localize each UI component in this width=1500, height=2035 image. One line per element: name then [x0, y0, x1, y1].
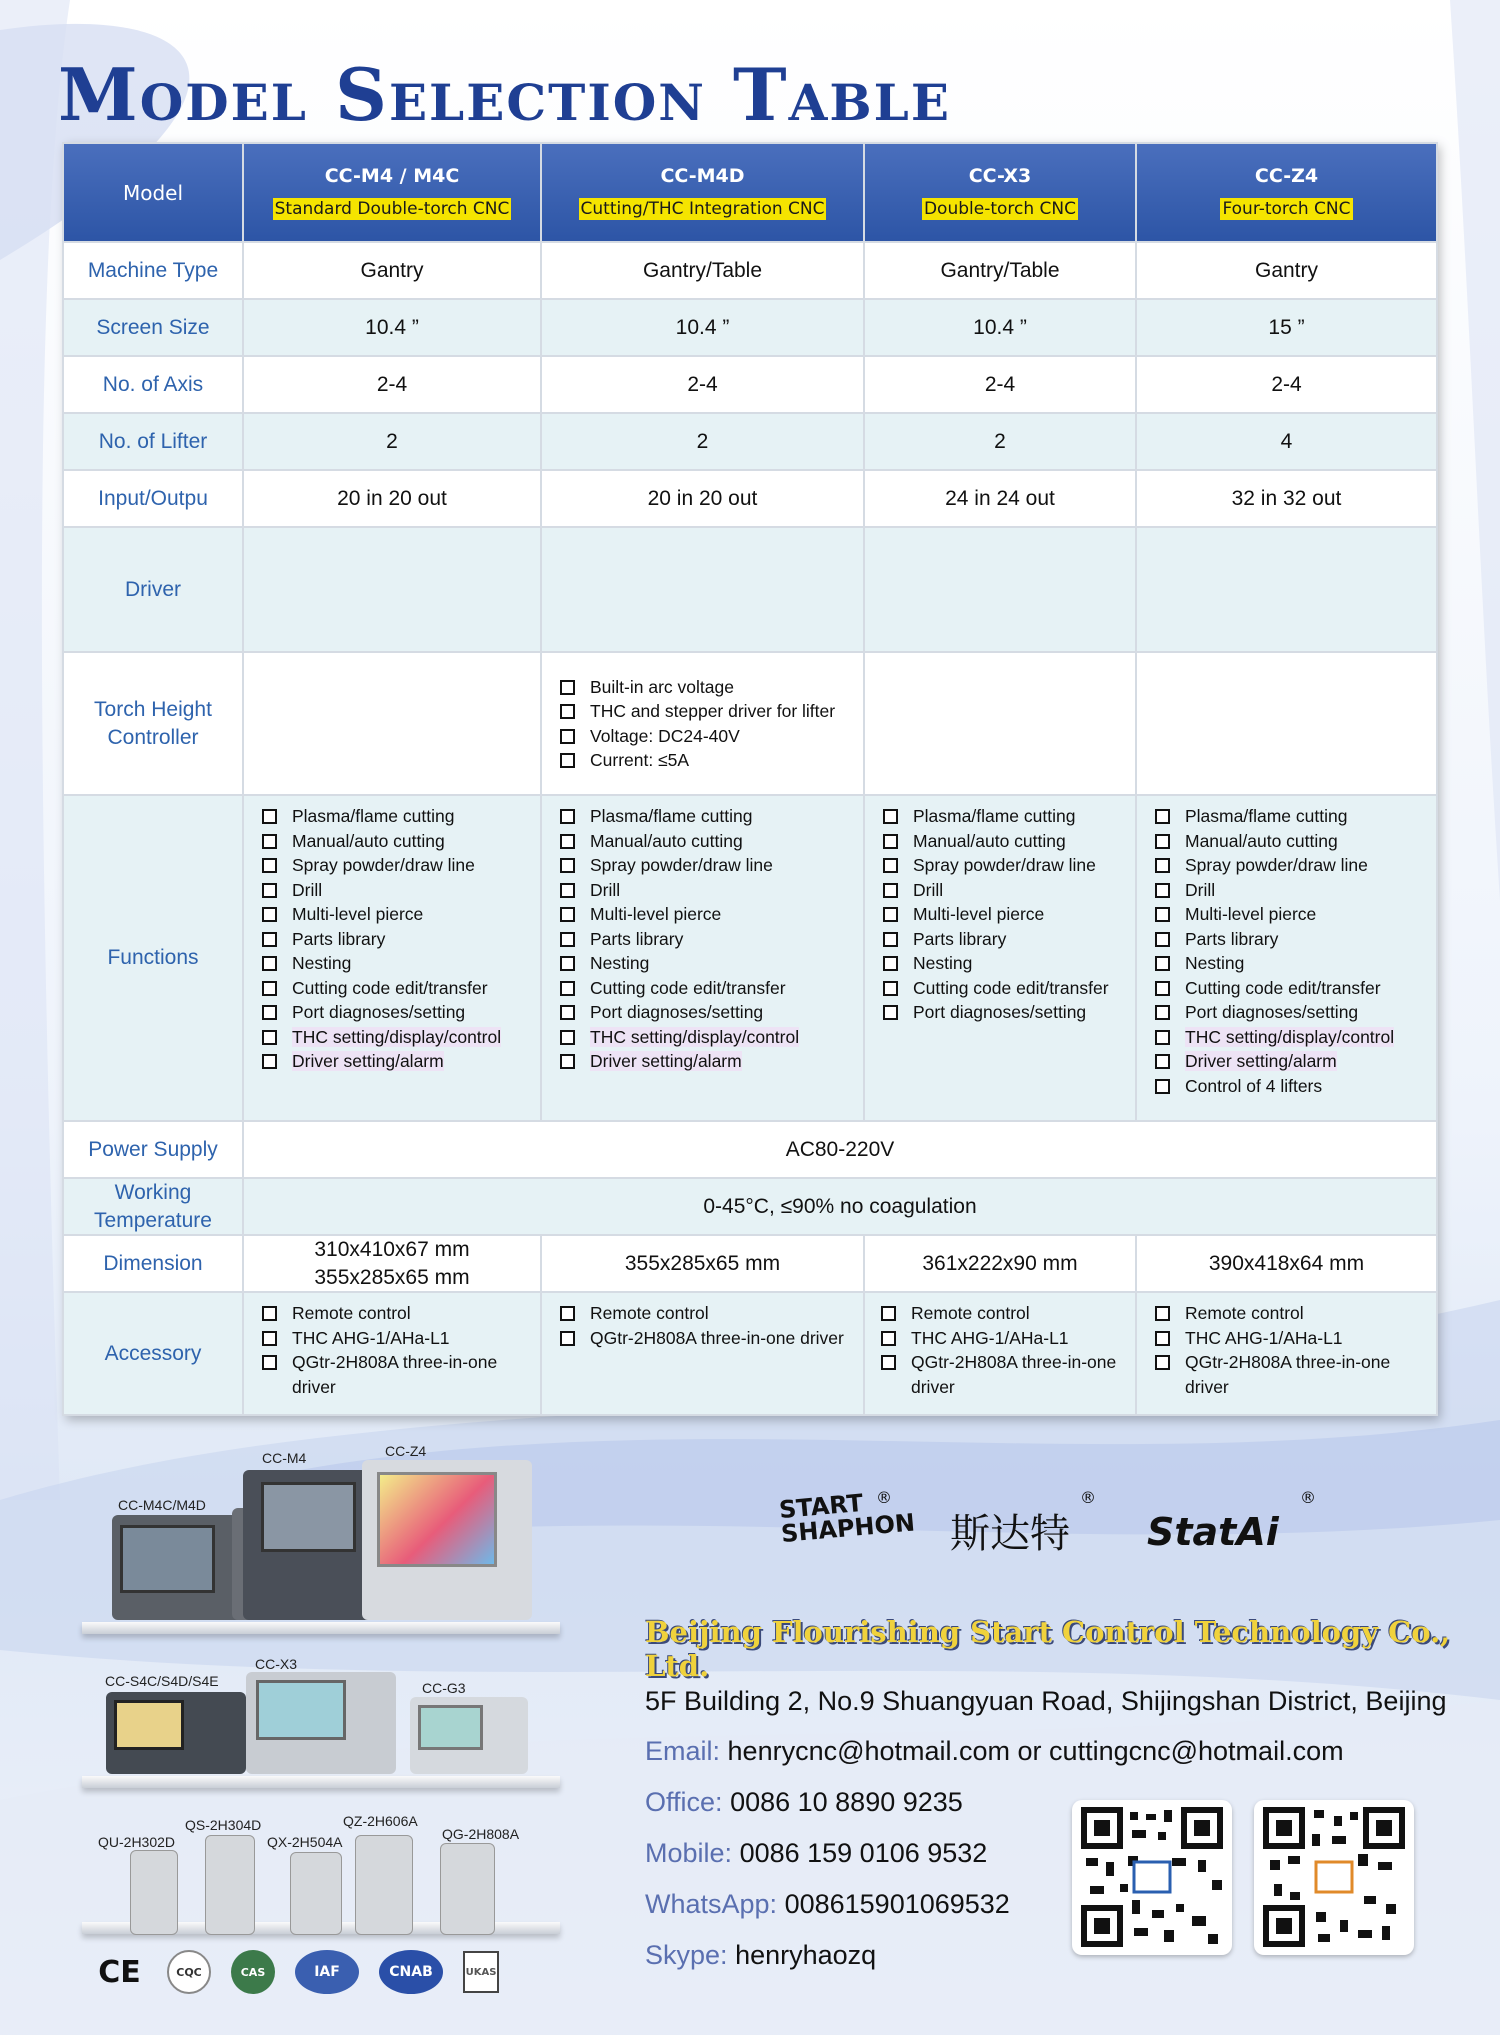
cell — [243, 795, 541, 1121]
email-line — [645, 1736, 1344, 1767]
function-item: Nesting — [560, 951, 863, 976]
cell — [1136, 527, 1437, 652]
whatsapp-label: WhatsApp: — [645, 1889, 778, 1919]
function-item: Cutting code edit/transfer — [1155, 976, 1436, 1001]
row-label: Driver — [63, 527, 243, 652]
product-label: QG-2H808A — [442, 1826, 520, 1842]
registered-mark: ® — [1300, 1488, 1316, 1507]
cell — [864, 652, 1136, 795]
function-item: Manual/auto cutting — [262, 829, 540, 854]
accessory-item: Remote control — [262, 1301, 540, 1326]
controller-s4c — [106, 1692, 246, 1774]
function-item: Cutting code edit/transfer — [883, 976, 1135, 1001]
office-label: Office: — [645, 1787, 723, 1817]
function-item: Plasma/flame cutting — [883, 804, 1135, 829]
function-item: Port diagnoses/setting — [262, 1000, 540, 1025]
row-functions — [63, 795, 1437, 1121]
product-label: QZ-2H606A — [343, 1813, 418, 1829]
cell: Gantry — [243, 242, 541, 299]
row-label: Working Temperature — [63, 1178, 243, 1235]
product-label: QX-2H504A — [267, 1834, 343, 1850]
function-item: Port diagnoses/setting — [1155, 1000, 1436, 1025]
row-io — [63, 470, 1437, 527]
controller-m4 — [243, 1470, 373, 1620]
product-label: QS-2H304D — [185, 1817, 262, 1833]
model-name: CC-Z4 — [1254, 165, 1319, 187]
function-item: Plasma/flame cutting — [1155, 804, 1436, 829]
cell: 20 in 20 out — [541, 470, 864, 527]
function-item: Spray powder/draw line — [262, 853, 540, 878]
whatsapp-line — [645, 1889, 1010, 1920]
accessory-item: THC AHG-1/AHa-L1 — [1155, 1326, 1436, 1351]
cell — [541, 652, 864, 795]
model-col-m4 — [243, 143, 541, 242]
cell: 2 — [243, 413, 541, 470]
row-label: Screen Size — [63, 299, 243, 356]
whatsapp-value: 008615901069532 — [784, 1889, 1010, 1919]
office-line — [645, 1787, 963, 1818]
driver-qu — [130, 1850, 178, 1935]
office-value: 0086 10 8890 9235 — [730, 1787, 963, 1817]
function-item: Manual/auto cutting — [883, 829, 1135, 854]
product-label: CC-M4C/M4D — [118, 1497, 206, 1513]
function-item: Manual/auto cutting — [560, 829, 863, 854]
function-item: Parts library — [560, 927, 863, 952]
accessory-item: QGtr-2H808A three-in-one driver — [1155, 1350, 1436, 1399]
cell: AC80-220V — [243, 1121, 1437, 1178]
certification-logos — [92, 1950, 499, 1994]
function-item: Port diagnoses/setting — [883, 1000, 1135, 1025]
function-item: Drill — [560, 878, 863, 903]
model-subtitle: Four-torch CNC — [1222, 199, 1351, 219]
mobile-label: Mobile: — [645, 1838, 733, 1868]
function-text: THC setting/display/control — [1185, 1026, 1395, 1047]
cell — [243, 1292, 541, 1415]
accessory-item: Remote control — [881, 1301, 1135, 1326]
cell: 0-45°C, ≤90% no coagulation — [243, 1178, 1437, 1235]
model-subtitle: Cutting/THC Integration CNC — [580, 199, 825, 219]
accessory-item: THC AHG-1/AHa-L1 — [881, 1326, 1135, 1351]
row-screen-size — [63, 299, 1437, 356]
model-col-x3 — [864, 143, 1136, 242]
cell: 10.4 ” — [243, 299, 541, 356]
qr-code-2 — [1254, 1800, 1414, 1955]
cell: 2-4 — [1136, 356, 1437, 413]
function-item: Drill — [1155, 878, 1436, 903]
accessory-item: QGtr-2H808A three-in-one driver — [262, 1350, 540, 1399]
dimension-line: 310x410x67 mm — [314, 1238, 470, 1262]
function-item: Multi-level pierce — [560, 902, 863, 927]
model-col-m4d — [541, 143, 864, 242]
cell — [243, 1235, 541, 1292]
skype-line — [645, 1940, 876, 1971]
accessory-item: Remote control — [560, 1301, 863, 1326]
model-subtitle: Standard Double-torch CNC — [274, 199, 510, 219]
shelf-top — [82, 1622, 560, 1634]
function-item: Nesting — [1155, 951, 1436, 976]
accessory-item: QGtr-2H808A three-in-one driver — [560, 1326, 863, 1351]
function-item: Cutting code edit/transfer — [560, 976, 863, 1001]
cell: 20 in 20 out — [243, 470, 541, 527]
product-label: CC-M4 — [262, 1450, 307, 1466]
cell: 2-4 — [243, 356, 541, 413]
product-label: CC-S4C/S4D/S4E — [105, 1673, 219, 1689]
cell — [541, 527, 864, 652]
row-label: No. of Lifter — [63, 413, 243, 470]
cnab-logo: CNAB — [379, 1950, 443, 1994]
header-row — [63, 143, 1437, 242]
thc-item: Current: ≤5A — [560, 748, 863, 773]
product-label: CC-X3 — [255, 1656, 298, 1672]
function-text: THC setting/display/control — [292, 1026, 502, 1047]
row-accessory — [63, 1292, 1437, 1415]
cell — [864, 1292, 1136, 1415]
function-text: Driver setting/alarm — [1185, 1051, 1337, 1071]
registered-mark: ® — [1080, 1488, 1096, 1507]
cell — [864, 527, 1136, 652]
function-item: Parts library — [883, 927, 1135, 952]
controller-g3 — [410, 1697, 528, 1774]
function-item — [560, 1049, 863, 1074]
row-label: Machine Type — [63, 242, 243, 299]
shelf-middle — [82, 1776, 560, 1788]
function-item: Spray powder/draw line — [560, 853, 863, 878]
row-thc — [63, 652, 1437, 795]
email-label: Email: — [645, 1736, 721, 1766]
row-label: Input/Outpu — [63, 470, 243, 527]
cell — [243, 652, 541, 795]
ce-logo: CE — [98, 1954, 141, 1990]
controller-z4 — [362, 1460, 532, 1620]
row-driver — [63, 527, 1437, 652]
thc-item: Voltage: DC24-40V — [560, 724, 863, 749]
product-label: CC-Z4 — [385, 1443, 427, 1459]
row-label: Torch Height Controller — [63, 652, 243, 795]
function-item: Nesting — [262, 951, 540, 976]
function-item: Control of 4 lifters — [1155, 1074, 1436, 1099]
thc-item: THC and stepper driver for lifter — [560, 699, 863, 724]
row-machine-type — [63, 242, 1437, 299]
row-label: Dimension — [63, 1235, 243, 1292]
cell: 24 in 24 out — [864, 470, 1136, 527]
function-item — [262, 1025, 540, 1050]
model-selection-table — [62, 142, 1436, 1416]
cell: 10.4 ” — [541, 299, 864, 356]
function-item: Spray powder/draw line — [1155, 853, 1436, 878]
model-subtitle: Double-torch CNC — [923, 199, 1077, 219]
cell: 361x222x90 mm — [864, 1235, 1136, 1292]
function-item: Manual/auto cutting — [1155, 829, 1436, 854]
function-item — [1155, 1025, 1436, 1050]
registered-mark: ® — [876, 1488, 892, 1507]
dimension-line: 355x285x65 mm — [314, 1265, 470, 1289]
model-header: Model — [63, 143, 243, 242]
function-item: Drill — [883, 878, 1135, 903]
row-dimension — [63, 1235, 1437, 1292]
cell — [1136, 652, 1437, 795]
row-axis — [63, 356, 1437, 413]
row-power — [63, 1121, 1437, 1178]
cell: 32 in 32 out — [1136, 470, 1437, 527]
cell — [864, 795, 1136, 1121]
accessory-item: Remote control — [1155, 1301, 1436, 1326]
cell — [243, 527, 541, 652]
model-name: CC-M4D — [660, 165, 745, 187]
function-item: Nesting — [883, 951, 1135, 976]
cell: 390x418x64 mm — [1136, 1235, 1437, 1292]
company-name: Beijing Flourishing Start Control Technology Co., Ltd. — [645, 1615, 1451, 1683]
cell: 2 — [864, 413, 1136, 470]
function-item: Parts library — [262, 927, 540, 952]
start-shaphon-logo: START SHAPHON — [777, 1488, 917, 1549]
function-item — [560, 1025, 863, 1050]
thc-item: Built-in arc voltage — [560, 675, 863, 700]
cell: 15 ” — [1136, 299, 1437, 356]
cas-logo: CAS — [231, 1950, 275, 1994]
driver-qg — [440, 1843, 495, 1935]
row-label: No. of Axis — [63, 356, 243, 413]
function-item: Port diagnoses/setting — [560, 1000, 863, 1025]
driver-qs — [205, 1835, 255, 1935]
driver-qx — [290, 1852, 342, 1935]
cell: Gantry — [1136, 242, 1437, 299]
function-item: Parts library — [1155, 927, 1436, 952]
chinese-logo: 斯达特 — [950, 1511, 1070, 1557]
function-text: Driver setting/alarm — [292, 1051, 444, 1071]
function-text: THC setting/display/control — [590, 1026, 800, 1047]
qr-code-1 — [1072, 1800, 1232, 1955]
cell: Gantry/Table — [864, 242, 1136, 299]
mobile-value: 0086 159 0106 9532 — [739, 1838, 988, 1868]
statai-logo: StatAi — [1147, 1510, 1279, 1554]
cell: 2-4 — [864, 356, 1136, 413]
driver-qz — [355, 1835, 413, 1935]
cqc-logo: CQC — [167, 1950, 211, 1994]
product-label: QU-2H302D — [98, 1834, 176, 1850]
accessory-item: QGtr-2H808A three-in-one driver — [881, 1350, 1135, 1399]
email-value[interactable]: henrycnc@hotmail.com or cuttingcnc@hotmail.com — [727, 1736, 1344, 1766]
cell: 355x285x65 mm — [541, 1235, 864, 1292]
function-item — [262, 1049, 540, 1074]
cell: Gantry/Table — [541, 242, 864, 299]
function-item: Plasma/flame cutting — [262, 804, 540, 829]
row-label: Functions — [63, 795, 243, 1121]
cell: 2 — [541, 413, 864, 470]
model-name: CC-X3 — [968, 165, 1032, 187]
address: 5F Building 2, No.9 Shuangyuan Road, Shijingshan District, Beijing — [645, 1686, 1447, 1716]
row-label: Power Supply — [63, 1121, 243, 1178]
row-temperature — [63, 1178, 1437, 1235]
cell — [541, 1292, 864, 1415]
cell — [1136, 795, 1437, 1121]
model-col-z4 — [1136, 143, 1437, 242]
cell: 10.4 ” — [864, 299, 1136, 356]
ukas-logo: UKAS — [463, 1951, 499, 1993]
accessory-item: THC AHG-1/AHa-L1 — [262, 1326, 540, 1351]
skype-label: Skype: — [645, 1940, 728, 1970]
cell — [1136, 1292, 1437, 1415]
function-item: Multi-level pierce — [262, 902, 540, 927]
cell — [541, 795, 864, 1121]
controller-x3 — [246, 1672, 396, 1774]
brand-logos — [777, 1488, 1340, 1568]
model-name: CC-M4 / M4C — [324, 165, 460, 187]
function-text: Driver setting/alarm — [590, 1051, 742, 1071]
function-item: Spray powder/draw line — [883, 853, 1135, 878]
row-label: Accessory — [63, 1292, 243, 1415]
function-item: Plasma/flame cutting — [560, 804, 863, 829]
page-title: Model Selection Table — [58, 52, 951, 137]
function-item: Cutting code edit/transfer — [262, 976, 540, 1001]
function-item — [1155, 1049, 1436, 1074]
cell: 4 — [1136, 413, 1437, 470]
mobile-line — [645, 1838, 987, 1869]
iaf-logo: IAF — [295, 1950, 359, 1994]
function-item: Multi-level pierce — [883, 902, 1135, 927]
function-item: Drill — [262, 878, 540, 903]
skype-value: henryhaozq — [735, 1940, 877, 1970]
function-item: Multi-level pierce — [1155, 902, 1436, 927]
row-lifter — [63, 413, 1437, 470]
cell: 2-4 — [541, 356, 864, 413]
product-label: CC-G3 — [422, 1680, 466, 1696]
